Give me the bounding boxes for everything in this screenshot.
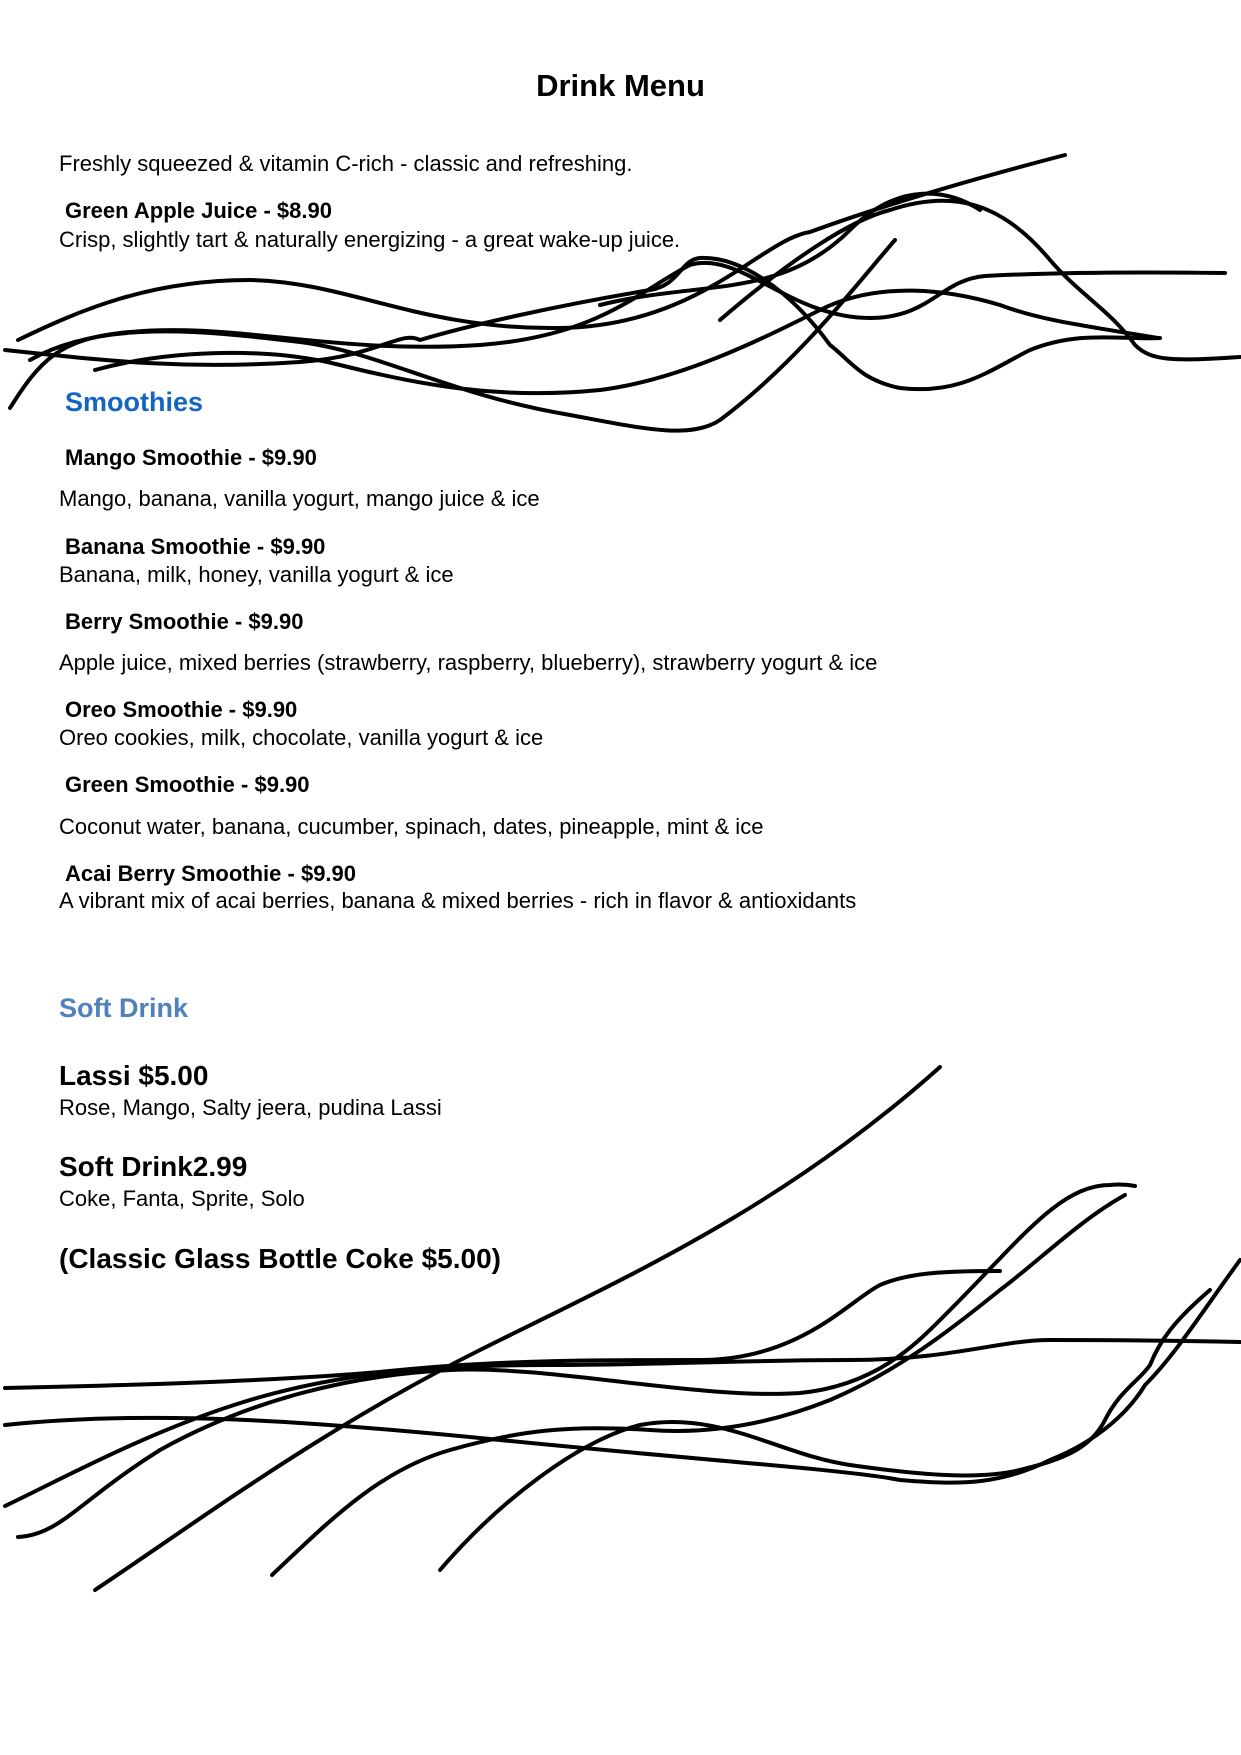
smoothie-item-name: Oreo Smoothie - $9.90 — [65, 697, 298, 722]
soft-item-desc: Rose, Mango, Salty jeera, pudina Lassi — [59, 1095, 442, 1120]
smoothie-item-desc: A vibrant mix of acai berries, banana & mixed berries - rich in flavor & antioxidants — [59, 888, 857, 913]
page-title: Drink Menu — [536, 68, 705, 103]
juice-item-desc: Crisp, slightly tart & naturally energizing - a great wake-up juice. — [59, 227, 681, 252]
juice-item-name: Green Apple Juice - $8.90 — [65, 198, 332, 223]
soft-item-name: Soft Drink2.99 — [59, 1151, 248, 1182]
soft-item-desc: Coke, Fanta, Sprite, Solo — [59, 1186, 305, 1211]
smoothie-item-name: Mango Smoothie - $9.90 — [65, 445, 317, 470]
soft-item-name: Lassi $5.00 — [59, 1060, 209, 1091]
smoothie-item-desc: Oreo cookies, milk, chocolate, vanilla yogurt & ice — [59, 725, 544, 750]
juice-intro: Freshly squeezed & vitamin C-rich - classic and refreshing. — [59, 151, 633, 176]
smoothie-item-name: Berry Smoothie - $9.90 — [65, 609, 304, 634]
smoothie-item-name: Green Smoothie - $9.90 — [65, 772, 310, 797]
soft-drink-heading: Soft Drink — [59, 993, 189, 1023]
smoothie-item-desc: Coconut water, banana, cucumber, spinach, dates, pineapple, mint & ice — [59, 814, 764, 839]
smoothie-item-desc: Banana, milk, honey, vanilla yogurt & ice — [59, 562, 454, 587]
soft-drink-note: (Classic Glass Bottle Coke $5.00) — [59, 1243, 501, 1274]
smoothie-item-name: Acai Berry Smoothie - $9.90 — [65, 861, 357, 886]
smoothie-item-desc: Apple juice, mixed berries (strawberry, raspberry, blueberry), strawberry yogurt & ice — [59, 650, 878, 675]
smoothie-item-name: Banana Smoothie - $9.90 — [65, 534, 326, 559]
smoothies-heading: Smoothies — [65, 387, 204, 417]
smoothie-item-desc: Mango, banana, vanilla yogurt, mango juice & ice — [59, 486, 540, 511]
